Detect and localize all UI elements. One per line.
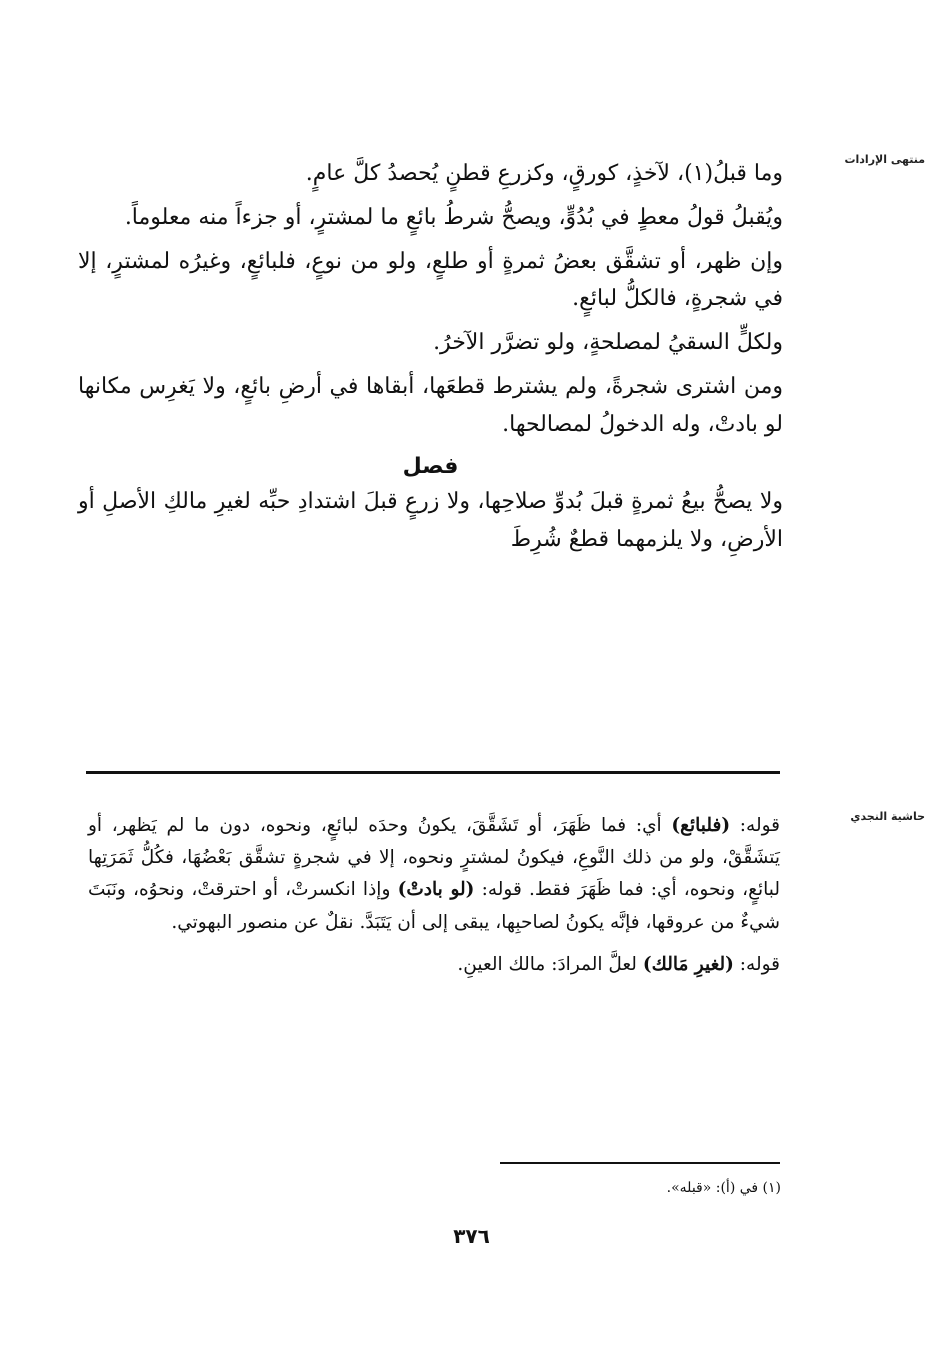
section-divider xyxy=(86,771,780,774)
section-heading: فصل xyxy=(402,453,459,479)
commentary-term: (فلبائع) xyxy=(671,815,731,836)
footnote: (١) في (أ): «قبله». xyxy=(666,1180,781,1196)
side-label-main-text: منتهى الإرادات xyxy=(844,153,925,166)
commentary-block xyxy=(88,810,780,991)
main-paragraph: وإن ظهر، أو تشقَّق بعضُ ثمرةٍ أو طلعٍ، ولو من نوعٍ، فلبائعٍ، وغيرُه لمشترٍ، إلا في شجرةٍ، فالكلُّ لبائعٍ. xyxy=(78,248,783,312)
main-paragraph: ويُقبلُ قولُ معطٍ في بُدُوٍّ، ويصحُّ شرطُ بائعٍ ما لمشترٍ، أو جزءاً منه معلوماً. xyxy=(124,204,783,230)
commentary-text: وإذا انكسرتْ، أو احترقتْ، ونحوُه، ونَبَتَ شيءٌ من عروقها، فإنَّه يكونُ لصاحبِها، يبقى إلى أن يَتَبَدَّ. نقلٌ عن منصور البهوتي. xyxy=(88,879,780,933)
side-label-commentary: حاشية النجدي xyxy=(850,810,925,823)
commentary-term: (لو بادتْ) xyxy=(397,879,475,901)
page-number: ٣٧٦ xyxy=(453,1224,490,1248)
commentary-text: أي: فما ظَهَرَ، أو تَشَقَّقَ، يكونُ وحدَه لبائعٍ، ونحوه، دون ما لم يَظهر، أو يَتشَقَّقْ، ولو من ذلك النَّوعِ، فيكونُ لمشترٍ ونحوه، إلا في شجرةٍ تشقَّق بَعْضُهَا، فكُلُّ ثَمَرَتِها لبائعٍ، ونحوه، أي: فما ظَهَرَ فقط. xyxy=(88,815,780,901)
main-text-block xyxy=(78,155,783,558)
commentary-prefix: قوله: xyxy=(730,815,780,836)
commentary-prefix: قوله: xyxy=(733,953,780,975)
main-paragraph: وما قبلُ(١)، لآخذٍ، كورقٍ، وكزرعِ قطنٍ يُحصدُ كلَّ عامٍ. xyxy=(305,161,783,186)
commentary-prefix: قوله: xyxy=(474,879,522,901)
main-paragraph: ومن اشترى شجرةً، ولم يشترط قطعَها، أبقاها في أرضِ بائعٍ، ولا يَغرِس مكانها لو بادتْ، وله الدخولُ لمصالحها. xyxy=(78,374,783,437)
commentary-text: لعلَّ المرادَ: مالك العينِ. xyxy=(457,953,643,975)
section-paragraph: ولا يصحُّ بيعُ ثمرةٍ قبلَ بُدوِّ صلاحِها، ولا زرعٍ قبلَ اشتدادِ حبِّه لغيرِ مالكِ الأصلِ أو الأرضِ، ولا يلزمهما قطعٌ شُرِطَ xyxy=(78,488,783,552)
footnote-divider xyxy=(500,1162,780,1164)
commentary-paragraph xyxy=(88,810,780,939)
commentary-term: (لغيرِ مَالك) xyxy=(642,953,734,975)
main-paragraph: ولكلٍّ السقيُ لمصلحةٍ، ولو تضرَّر الآخرُ. xyxy=(433,330,783,356)
commentary-paragraph xyxy=(88,949,780,981)
